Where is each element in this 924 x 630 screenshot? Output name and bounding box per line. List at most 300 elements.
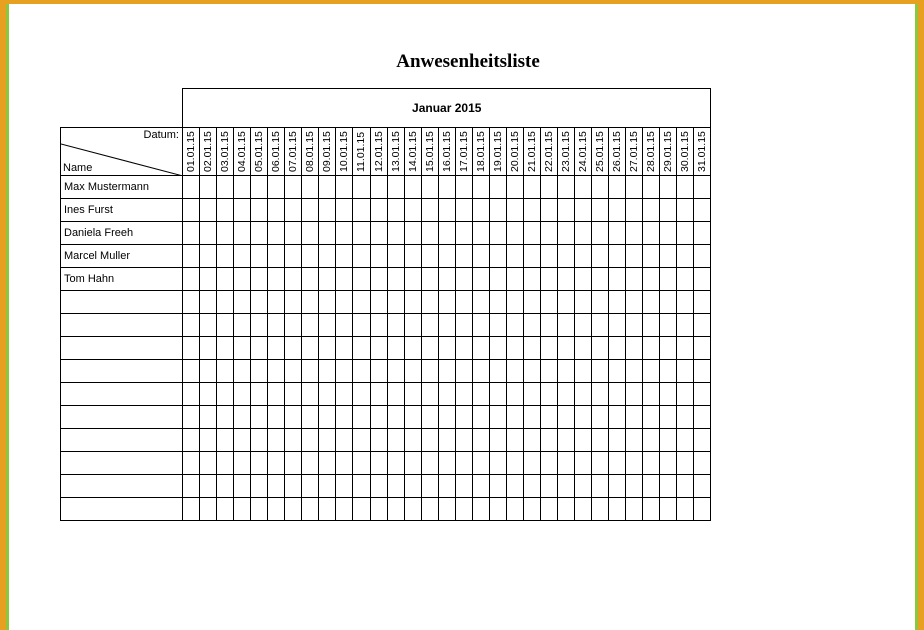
attendance-cell[interactable] — [558, 406, 575, 429]
attendance-cell[interactable] — [489, 498, 506, 521]
attendance-cell[interactable] — [694, 291, 711, 314]
attendance-cell[interactable] — [472, 268, 489, 291]
attendance-cell[interactable] — [455, 406, 472, 429]
attendance-cell[interactable] — [438, 314, 455, 337]
attendance-cell[interactable] — [387, 337, 404, 360]
attendance-cell[interactable] — [438, 475, 455, 498]
attendance-cell[interactable] — [183, 337, 200, 360]
attendance-cell[interactable] — [472, 314, 489, 337]
attendance-cell[interactable] — [472, 406, 489, 429]
attendance-cell[interactable] — [404, 222, 421, 245]
attendance-cell[interactable] — [626, 222, 643, 245]
attendance-cell[interactable] — [438, 268, 455, 291]
attendance-cell[interactable] — [268, 199, 285, 222]
attendance-cell[interactable] — [523, 199, 540, 222]
attendance-cell[interactable] — [285, 199, 302, 222]
attendance-cell[interactable] — [302, 452, 319, 475]
attendance-cell[interactable] — [387, 199, 404, 222]
name-cell[interactable]: Marcel Muller — [61, 245, 183, 268]
attendance-cell[interactable] — [540, 176, 557, 199]
attendance-cell[interactable] — [336, 337, 353, 360]
attendance-cell[interactable] — [285, 406, 302, 429]
attendance-cell[interactable] — [523, 406, 540, 429]
attendance-cell[interactable] — [370, 245, 387, 268]
attendance-cell[interactable] — [558, 245, 575, 268]
attendance-cell[interactable] — [455, 360, 472, 383]
attendance-cell[interactable] — [353, 314, 370, 337]
attendance-cell[interactable] — [251, 222, 268, 245]
name-cell[interactable] — [61, 475, 183, 498]
attendance-cell[interactable] — [609, 498, 626, 521]
attendance-cell[interactable] — [302, 360, 319, 383]
attendance-cell[interactable] — [592, 429, 609, 452]
attendance-cell[interactable] — [370, 452, 387, 475]
attendance-cell[interactable] — [183, 199, 200, 222]
attendance-cell[interactable] — [183, 406, 200, 429]
name-cell[interactable] — [61, 337, 183, 360]
attendance-cell[interactable] — [319, 452, 336, 475]
attendance-cell[interactable] — [592, 475, 609, 498]
attendance-cell[interactable] — [455, 176, 472, 199]
attendance-cell[interactable] — [660, 199, 677, 222]
attendance-cell[interactable] — [404, 498, 421, 521]
attendance-cell[interactable] — [438, 383, 455, 406]
attendance-cell[interactable] — [694, 176, 711, 199]
attendance-cell[interactable] — [336, 268, 353, 291]
attendance-cell[interactable] — [660, 245, 677, 268]
attendance-cell[interactable] — [183, 429, 200, 452]
attendance-cell[interactable] — [540, 498, 557, 521]
attendance-cell[interactable] — [336, 245, 353, 268]
attendance-cell[interactable] — [575, 383, 592, 406]
attendance-cell[interactable] — [643, 429, 660, 452]
attendance-cell[interactable] — [268, 452, 285, 475]
attendance-cell[interactable] — [694, 452, 711, 475]
attendance-cell[interactable] — [370, 314, 387, 337]
attendance-cell[interactable] — [268, 475, 285, 498]
attendance-cell[interactable] — [575, 199, 592, 222]
attendance-cell[interactable] — [677, 452, 694, 475]
attendance-cell[interactable] — [370, 429, 387, 452]
attendance-cell[interactable] — [677, 245, 694, 268]
attendance-cell[interactable] — [455, 314, 472, 337]
attendance-cell[interactable] — [319, 176, 336, 199]
attendance-cell[interactable] — [268, 222, 285, 245]
attendance-cell[interactable] — [404, 452, 421, 475]
attendance-cell[interactable] — [489, 429, 506, 452]
attendance-cell[interactable] — [183, 268, 200, 291]
attendance-cell[interactable] — [200, 337, 217, 360]
attendance-cell[interactable] — [558, 314, 575, 337]
attendance-cell[interactable] — [353, 429, 370, 452]
attendance-cell[interactable] — [489, 268, 506, 291]
attendance-cell[interactable] — [404, 406, 421, 429]
attendance-cell[interactable] — [489, 199, 506, 222]
attendance-cell[interactable] — [592, 291, 609, 314]
attendance-cell[interactable] — [575, 245, 592, 268]
attendance-cell[interactable] — [353, 337, 370, 360]
attendance-cell[interactable] — [575, 452, 592, 475]
attendance-cell[interactable] — [438, 176, 455, 199]
attendance-cell[interactable] — [455, 383, 472, 406]
attendance-cell[interactable] — [268, 406, 285, 429]
attendance-cell[interactable] — [234, 406, 251, 429]
attendance-cell[interactable] — [609, 360, 626, 383]
attendance-cell[interactable] — [694, 268, 711, 291]
attendance-cell[interactable] — [677, 176, 694, 199]
attendance-cell[interactable] — [575, 291, 592, 314]
attendance-cell[interactable] — [626, 176, 643, 199]
attendance-cell[interactable] — [387, 475, 404, 498]
attendance-cell[interactable] — [319, 475, 336, 498]
attendance-cell[interactable] — [319, 337, 336, 360]
attendance-cell[interactable] — [592, 245, 609, 268]
attendance-cell[interactable] — [438, 429, 455, 452]
attendance-cell[interactable] — [404, 176, 421, 199]
attendance-cell[interactable] — [472, 475, 489, 498]
attendance-cell[interactable] — [285, 360, 302, 383]
attendance-cell[interactable] — [268, 314, 285, 337]
attendance-cell[interactable] — [660, 337, 677, 360]
attendance-cell[interactable] — [592, 337, 609, 360]
attendance-cell[interactable] — [677, 360, 694, 383]
attendance-cell[interactable] — [540, 337, 557, 360]
attendance-cell[interactable] — [234, 268, 251, 291]
attendance-cell[interactable] — [251, 199, 268, 222]
attendance-cell[interactable] — [523, 498, 540, 521]
attendance-cell[interactable] — [677, 498, 694, 521]
attendance-cell[interactable] — [285, 268, 302, 291]
attendance-cell[interactable] — [302, 475, 319, 498]
attendance-cell[interactable] — [660, 429, 677, 452]
attendance-cell[interactable] — [438, 360, 455, 383]
attendance-cell[interactable] — [336, 291, 353, 314]
attendance-cell[interactable] — [302, 498, 319, 521]
attendance-cell[interactable] — [387, 406, 404, 429]
attendance-cell[interactable] — [404, 429, 421, 452]
attendance-cell[interactable] — [234, 199, 251, 222]
attendance-cell[interactable] — [200, 475, 217, 498]
attendance-cell[interactable] — [200, 383, 217, 406]
attendance-cell[interactable] — [523, 337, 540, 360]
attendance-cell[interactable] — [660, 360, 677, 383]
attendance-cell[interactable] — [626, 314, 643, 337]
attendance-cell[interactable] — [387, 291, 404, 314]
attendance-cell[interactable] — [370, 222, 387, 245]
attendance-cell[interactable] — [387, 268, 404, 291]
attendance-cell[interactable] — [302, 291, 319, 314]
attendance-cell[interactable] — [319, 314, 336, 337]
attendance-cell[interactable] — [575, 314, 592, 337]
attendance-cell[interactable] — [421, 383, 438, 406]
attendance-cell[interactable] — [643, 291, 660, 314]
name-cell[interactable] — [61, 314, 183, 337]
attendance-cell[interactable] — [455, 337, 472, 360]
attendance-cell[interactable] — [251, 314, 268, 337]
attendance-cell[interactable] — [540, 199, 557, 222]
attendance-cell[interactable] — [523, 222, 540, 245]
attendance-cell[interactable] — [643, 176, 660, 199]
attendance-cell[interactable] — [626, 406, 643, 429]
attendance-cell[interactable] — [234, 360, 251, 383]
attendance-cell[interactable] — [336, 452, 353, 475]
attendance-cell[interactable] — [472, 360, 489, 383]
name-cell[interactable]: Ines Furst — [61, 199, 183, 222]
attendance-cell[interactable] — [251, 245, 268, 268]
attendance-cell[interactable] — [387, 176, 404, 199]
attendance-cell[interactable] — [421, 337, 438, 360]
attendance-cell[interactable] — [455, 291, 472, 314]
attendance-cell[interactable] — [643, 452, 660, 475]
attendance-cell[interactable] — [438, 406, 455, 429]
attendance-cell[interactable] — [540, 291, 557, 314]
attendance-cell[interactable] — [387, 245, 404, 268]
attendance-cell[interactable] — [643, 222, 660, 245]
attendance-cell[interactable] — [421, 222, 438, 245]
attendance-cell[interactable] — [404, 199, 421, 222]
attendance-cell[interactable] — [626, 498, 643, 521]
attendance-cell[interactable] — [404, 291, 421, 314]
attendance-cell[interactable] — [200, 176, 217, 199]
attendance-cell[interactable] — [558, 337, 575, 360]
attendance-cell[interactable] — [421, 268, 438, 291]
attendance-cell[interactable] — [319, 429, 336, 452]
attendance-cell[interactable] — [217, 406, 234, 429]
attendance-cell[interactable] — [421, 291, 438, 314]
attendance-cell[interactable] — [455, 475, 472, 498]
attendance-cell[interactable] — [694, 383, 711, 406]
attendance-cell[interactable] — [523, 176, 540, 199]
name-cell[interactable] — [61, 291, 183, 314]
attendance-cell[interactable] — [234, 291, 251, 314]
attendance-cell[interactable] — [455, 452, 472, 475]
attendance-cell[interactable] — [200, 245, 217, 268]
attendance-cell[interactable] — [592, 222, 609, 245]
attendance-cell[interactable] — [404, 314, 421, 337]
attendance-cell[interactable] — [336, 199, 353, 222]
attendance-cell[interactable] — [200, 222, 217, 245]
attendance-cell[interactable] — [251, 337, 268, 360]
attendance-cell[interactable] — [626, 475, 643, 498]
attendance-cell[interactable] — [387, 383, 404, 406]
attendance-cell[interactable] — [677, 406, 694, 429]
attendance-cell[interactable] — [489, 383, 506, 406]
attendance-cell[interactable] — [217, 475, 234, 498]
attendance-cell[interactable] — [558, 291, 575, 314]
attendance-cell[interactable] — [438, 291, 455, 314]
attendance-cell[interactable] — [353, 383, 370, 406]
attendance-cell[interactable] — [302, 383, 319, 406]
attendance-cell[interactable] — [609, 222, 626, 245]
attendance-cell[interactable] — [660, 498, 677, 521]
name-cell[interactable] — [61, 452, 183, 475]
attendance-cell[interactable] — [694, 222, 711, 245]
attendance-cell[interactable] — [472, 429, 489, 452]
attendance-cell[interactable] — [251, 498, 268, 521]
attendance-cell[interactable] — [217, 314, 234, 337]
attendance-cell[interactable] — [489, 452, 506, 475]
attendance-cell[interactable] — [609, 176, 626, 199]
attendance-cell[interactable] — [285, 429, 302, 452]
attendance-cell[interactable] — [268, 337, 285, 360]
attendance-cell[interactable] — [592, 268, 609, 291]
attendance-cell[interactable] — [387, 360, 404, 383]
attendance-cell[interactable] — [370, 475, 387, 498]
attendance-cell[interactable] — [319, 268, 336, 291]
attendance-cell[interactable] — [609, 429, 626, 452]
attendance-cell[interactable] — [660, 383, 677, 406]
attendance-cell[interactable] — [575, 222, 592, 245]
attendance-cell[interactable] — [370, 291, 387, 314]
attendance-cell[interactable] — [506, 475, 523, 498]
attendance-cell[interactable] — [506, 429, 523, 452]
attendance-cell[interactable] — [489, 337, 506, 360]
attendance-cell[interactable] — [660, 222, 677, 245]
attendance-cell[interactable] — [387, 429, 404, 452]
attendance-cell[interactable] — [234, 222, 251, 245]
attendance-cell[interactable] — [285, 452, 302, 475]
attendance-cell[interactable] — [387, 222, 404, 245]
attendance-cell[interactable] — [472, 176, 489, 199]
attendance-cell[interactable] — [626, 245, 643, 268]
attendance-cell[interactable] — [336, 475, 353, 498]
attendance-cell[interactable] — [268, 498, 285, 521]
attendance-cell[interactable] — [677, 314, 694, 337]
attendance-cell[interactable] — [489, 245, 506, 268]
attendance-cell[interactable] — [558, 383, 575, 406]
attendance-cell[interactable] — [370, 498, 387, 521]
name-cell[interactable] — [61, 360, 183, 383]
attendance-cell[interactable] — [370, 337, 387, 360]
attendance-cell[interactable] — [438, 199, 455, 222]
attendance-cell[interactable] — [251, 406, 268, 429]
name-cell[interactable] — [61, 429, 183, 452]
attendance-cell[interactable] — [200, 291, 217, 314]
attendance-cell[interactable] — [506, 199, 523, 222]
attendance-cell[interactable] — [506, 222, 523, 245]
attendance-cell[interactable] — [694, 406, 711, 429]
attendance-cell[interactable] — [575, 268, 592, 291]
attendance-cell[interactable] — [472, 245, 489, 268]
attendance-cell[interactable] — [677, 199, 694, 222]
attendance-cell[interactable] — [200, 199, 217, 222]
attendance-cell[interactable] — [268, 383, 285, 406]
attendance-cell[interactable] — [506, 337, 523, 360]
attendance-cell[interactable] — [370, 383, 387, 406]
attendance-cell[interactable] — [302, 406, 319, 429]
attendance-cell[interactable] — [370, 176, 387, 199]
attendance-cell[interactable] — [626, 268, 643, 291]
attendance-cell[interactable] — [268, 291, 285, 314]
attendance-cell[interactable] — [523, 475, 540, 498]
attendance-cell[interactable] — [540, 222, 557, 245]
attendance-cell[interactable] — [643, 383, 660, 406]
attendance-cell[interactable] — [540, 360, 557, 383]
attendance-cell[interactable] — [472, 337, 489, 360]
attendance-cell[interactable] — [609, 337, 626, 360]
attendance-cell[interactable] — [626, 337, 643, 360]
attendance-cell[interactable] — [694, 475, 711, 498]
attendance-cell[interactable] — [302, 429, 319, 452]
attendance-cell[interactable] — [370, 406, 387, 429]
attendance-cell[interactable] — [558, 498, 575, 521]
name-cell[interactable] — [61, 383, 183, 406]
attendance-cell[interactable] — [183, 245, 200, 268]
attendance-cell[interactable] — [643, 498, 660, 521]
attendance-cell[interactable] — [540, 383, 557, 406]
attendance-cell[interactable] — [609, 475, 626, 498]
attendance-cell[interactable] — [268, 429, 285, 452]
attendance-cell[interactable] — [643, 475, 660, 498]
attendance-cell[interactable] — [183, 452, 200, 475]
attendance-cell[interactable] — [455, 222, 472, 245]
attendance-cell[interactable] — [558, 475, 575, 498]
attendance-cell[interactable] — [251, 291, 268, 314]
attendance-cell[interactable] — [353, 245, 370, 268]
attendance-cell[interactable] — [489, 314, 506, 337]
attendance-cell[interactable] — [421, 199, 438, 222]
attendance-cell[interactable] — [677, 268, 694, 291]
attendance-cell[interactable] — [319, 245, 336, 268]
attendance-cell[interactable] — [506, 268, 523, 291]
attendance-cell[interactable] — [506, 291, 523, 314]
attendance-cell[interactable] — [421, 475, 438, 498]
attendance-cell[interactable] — [558, 199, 575, 222]
attendance-cell[interactable] — [251, 429, 268, 452]
name-cell[interactable] — [61, 498, 183, 521]
attendance-cell[interactable] — [660, 475, 677, 498]
attendance-cell[interactable] — [217, 176, 234, 199]
attendance-cell[interactable] — [217, 429, 234, 452]
attendance-cell[interactable] — [523, 360, 540, 383]
attendance-cell[interactable] — [336, 176, 353, 199]
attendance-cell[interactable] — [353, 291, 370, 314]
attendance-cell[interactable] — [319, 406, 336, 429]
attendance-cell[interactable] — [677, 222, 694, 245]
attendance-cell[interactable] — [336, 406, 353, 429]
attendance-cell[interactable] — [592, 498, 609, 521]
attendance-cell[interactable] — [660, 406, 677, 429]
attendance-cell[interactable] — [694, 429, 711, 452]
attendance-cell[interactable] — [336, 383, 353, 406]
attendance-cell[interactable] — [217, 268, 234, 291]
attendance-cell[interactable] — [438, 498, 455, 521]
attendance-cell[interactable] — [438, 245, 455, 268]
attendance-cell[interactable] — [183, 360, 200, 383]
attendance-cell[interactable] — [540, 475, 557, 498]
attendance-cell[interactable] — [694, 337, 711, 360]
attendance-cell[interactable] — [421, 498, 438, 521]
attendance-cell[interactable] — [489, 291, 506, 314]
attendance-cell[interactable] — [268, 245, 285, 268]
attendance-cell[interactable] — [609, 383, 626, 406]
attendance-cell[interactable] — [285, 337, 302, 360]
attendance-cell[interactable] — [540, 245, 557, 268]
attendance-cell[interactable] — [404, 337, 421, 360]
attendance-cell[interactable] — [302, 337, 319, 360]
attendance-cell[interactable] — [285, 176, 302, 199]
attendance-cell[interactable] — [353, 199, 370, 222]
attendance-cell[interactable] — [319, 222, 336, 245]
attendance-cell[interactable] — [677, 291, 694, 314]
attendance-cell[interactable] — [694, 360, 711, 383]
attendance-cell[interactable] — [319, 360, 336, 383]
attendance-cell[interactable] — [626, 199, 643, 222]
attendance-cell[interactable] — [285, 314, 302, 337]
attendance-cell[interactable] — [200, 314, 217, 337]
attendance-cell[interactable] — [472, 498, 489, 521]
attendance-cell[interactable] — [643, 360, 660, 383]
